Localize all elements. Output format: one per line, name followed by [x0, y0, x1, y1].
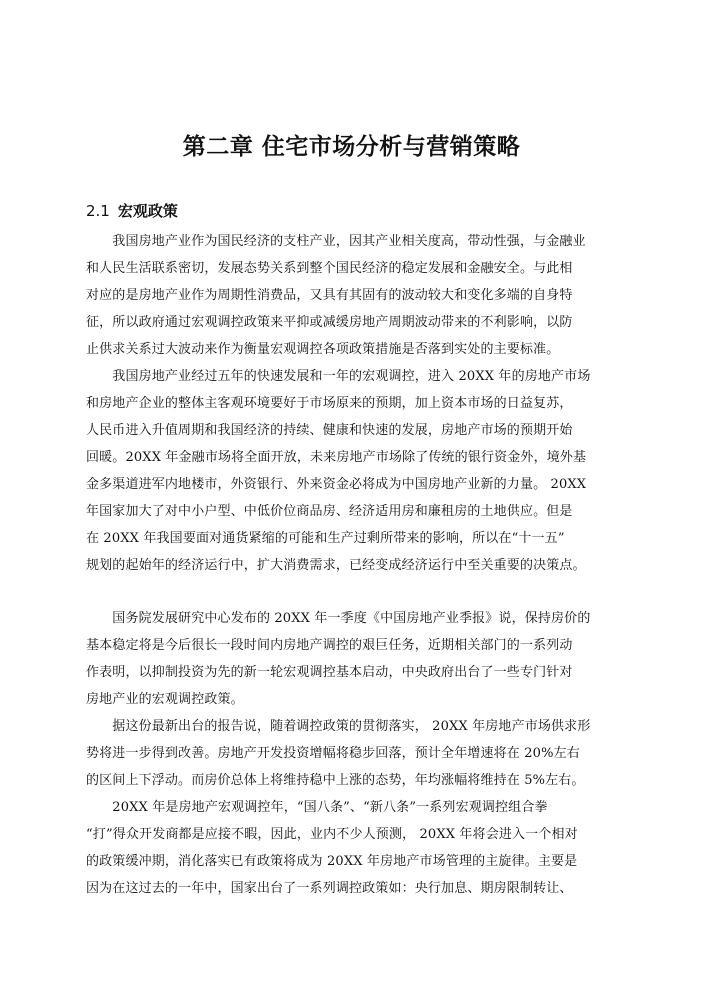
- body-line: 势将进一步得到改善。房地产开发投资增幅将稳步回落，预计全年增速将在 20%左右: [86, 746, 580, 761]
- body-line: 据这份最新出台的报告说，随着调控政策的贯彻落实， 20XX 年房地产市场供求形: [86, 719, 591, 734]
- body-line: 回暖。20XX 年金融市场将全面开放，未来房地产市场除了传统的银行资金外，境外基: [86, 450, 587, 465]
- body-line: 房地产业的宏观调控政策。: [86, 692, 244, 707]
- body-line: 和人民生活联系密切，发展态势关系到整个国民经济的稳定发展和金融安全。与此相: [86, 261, 573, 276]
- body-line: 我国房地产业作为国民经济的支柱产业，因其产业相关度高，带动性强，与金融业: [86, 234, 586, 249]
- body-line: 因为在这过去的一年中，国家出台了一系列调控政策如：央行加息、期房限制转让、: [86, 881, 573, 896]
- body-line: 年国家加大了对中小户型、中低价位商品房、经济适用房和廉租房的土地供应。但是: [86, 504, 573, 519]
- body-line: 对应的是房地产业作为周期性消费品，又具有其固有的波动较大和变化多端的自身特: [86, 288, 573, 303]
- body-line: 在 20XX 年我国要面对通货紧缩的可能和生产过剩所带来的影响，所以在“十一五”: [86, 531, 565, 546]
- body-line: 基本稳定将是今后很长一段时间内房地产调控的艰巨任务，近期相关部门的一系列动: [86, 638, 573, 653]
- body-line: 和房地产企业的整体主客观环境要好于市场原来的预期，加上资本市场的日益复苏，: [86, 396, 573, 411]
- body-line: 止供求关系过大波动来作为衡量宏观调控各项政策措施是否落到实处的主要标准。: [86, 342, 560, 357]
- body-line: 征，所以政府通过宏观调控政策来平抑或减缓房地产周期波动带来的不利影响，以防: [86, 315, 573, 330]
- body-line: 的区间上下浮动。而房价总体上将维持稳中上涨的态势，年均涨幅将维持在 5%左右。: [86, 773, 585, 788]
- section-heading: [86, 200, 178, 221]
- body-line: 的政策缓冲期，消化落实已有政策将成为 20XX 年房地产市场管理的主旋律。主要是: [86, 854, 578, 869]
- body-line: “打”得众开发商都是应接不暇，因此，业内不少人预测， 20XX 年将会进入一个相对: [86, 827, 578, 842]
- chapter-title: 第二章 住宅市场分析与营销策略: [182, 133, 521, 160]
- body-line: 金多渠道进军内地楼市，外资银行、外来资金必将成为中国房地产业新的力量。 20XX: [86, 477, 587, 492]
- body-line: 国务院发展研究中心发布的 20XX 年一季度《中国房地产业季报》说，保持房价的: [86, 611, 591, 626]
- section-title: 宏观政策: [117, 202, 178, 220]
- section-number: 2.1: [86, 202, 110, 220]
- body-line: 20XX 年是房地产宏观调控年，“国八条”、“新八条”一系列宏观调控组合拳: [86, 800, 548, 815]
- body-line: 作表明，以抑制投资为先的新一轮宏观调控基本启动，中央政府出台了一些专门针对: [86, 665, 573, 680]
- body-line: 我国房地产业经过五年的快速发展和一年的宏观调控，进入 20XX 年的房地产市场: [86, 369, 591, 384]
- body-line: 人民币进入升值周期和我国经济的持续、健康和快速的发展，房地产市场的预期开始: [86, 423, 573, 438]
- body-line: 规划的起始年的经济运行中，扩大消费需求，已经变成经济运行中至关重要的决策点。: [86, 558, 586, 573]
